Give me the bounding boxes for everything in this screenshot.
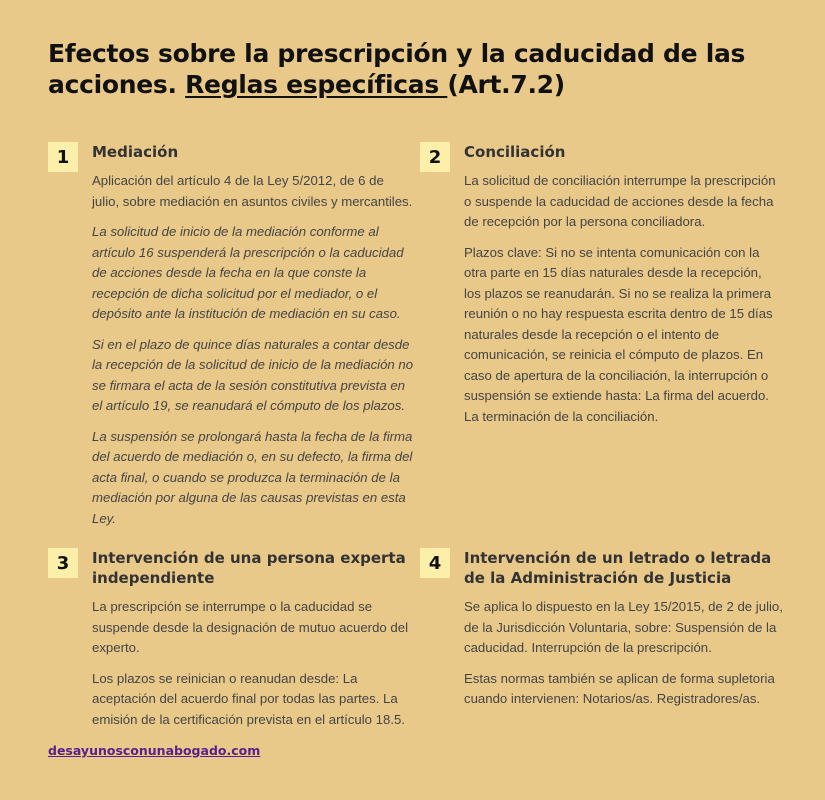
section-number-badge: 4	[420, 548, 450, 578]
section-paragraph: La solicitud de inicio de la mediación conforme al artículo 16 suspenderá la prescripción o la caducidad de acciones desde la fecha en la que conste la recepción de dicha solicitud por el mediador, o el depósito ante la institución de mediación en su caso.	[92, 224, 404, 321]
section-number-badge: 1	[48, 142, 78, 172]
section-paragraph: Plazos clave: Si no se intenta comunicación con la otra parte en 15 días naturales desde la recepción, los plazos se reanudarán. Si no se realiza la primera reunión o no hay respuesta escrita dentro de 15 días naturales desde la recepción o el intento de comunicación, se reinicia el cómputo de plazos. En caso de apertura de la conciliación, la interrupción o suspensión se extiende hasta: La firma del acuerdo. La terminación de la conciliación.	[464, 244, 773, 424]
section-content	[92, 142, 414, 539]
section-paragraph: Se aplica lo dispuesto en la Ley 15/2015, de 2 de julio, de la Jurisdicción Voluntaria, sobre: Suspensión de la caducidad. Interrupción de la prescripción.	[464, 599, 783, 655]
section-number-badge: 2	[420, 142, 450, 172]
section-heading: Mediación	[92, 143, 179, 161]
section-content	[92, 548, 408, 740]
section-number-badge: 3	[48, 548, 78, 578]
section-paragraph: La solicitud de conciliación interrumpe la prescripción o suspende la caducidad de acciones desde la fecha de recepción por la persona conciliadora.	[464, 173, 776, 229]
footer-website-link[interactable]: desayunosconunabogado.com	[48, 743, 261, 758]
section-paragraph: La suspensión se prolongará hasta la fecha de la firma del acuerdo de mediación o, en su defecto, la firma del acta final, o cuando se produzca la terminación de la mediación por alguna de las causas previstas en esta Ley.	[92, 428, 413, 526]
title-article: (Art.7.2)	[447, 70, 565, 99]
section-heading: Intervención de un letrado o letrada de la Administración de Justicia	[464, 549, 772, 587]
page-title	[48, 38, 788, 100]
section-paragraph: La prescripción se interrumpe o la caducidad se suspende desde la designación de mutuo acuerdo del experto.	[92, 599, 408, 655]
title-text: Efectos sobre la prescripción y la caducidad de las acciones.	[48, 39, 746, 99]
title-link[interactable]: Reglas específicas	[185, 70, 448, 99]
section-heading: Intervención de una persona experta independiente	[92, 549, 406, 587]
section-paragraph: Los plazos se reinician o reanudan desde: La aceptación del acuerdo final por todas las partes. La emisión de la certificación prevista en el artículo 18.5.	[92, 670, 405, 727]
section-paragraph: Estas normas también se aplican de forma supletoria cuando intervienen: Notarios/as. Registradores/as.	[464, 670, 775, 706]
section-content	[464, 142, 782, 437]
section-paragraph: Si en el plazo de quince días naturales a contar desde la recepción de la solicitud de inicio de la mediación no se firmara el acta de la sesión constitutiva prevista en el artículo 19, se reanudará el cómputo de los plazos.	[92, 336, 414, 413]
section-heading: Conciliación	[464, 143, 566, 161]
section-content	[464, 548, 786, 720]
section-paragraph: Aplicación del artículo 4 de la Ley 5/2012, de 6 de julio, sobre mediación en asuntos civiles y mercantiles.	[92, 173, 413, 209]
